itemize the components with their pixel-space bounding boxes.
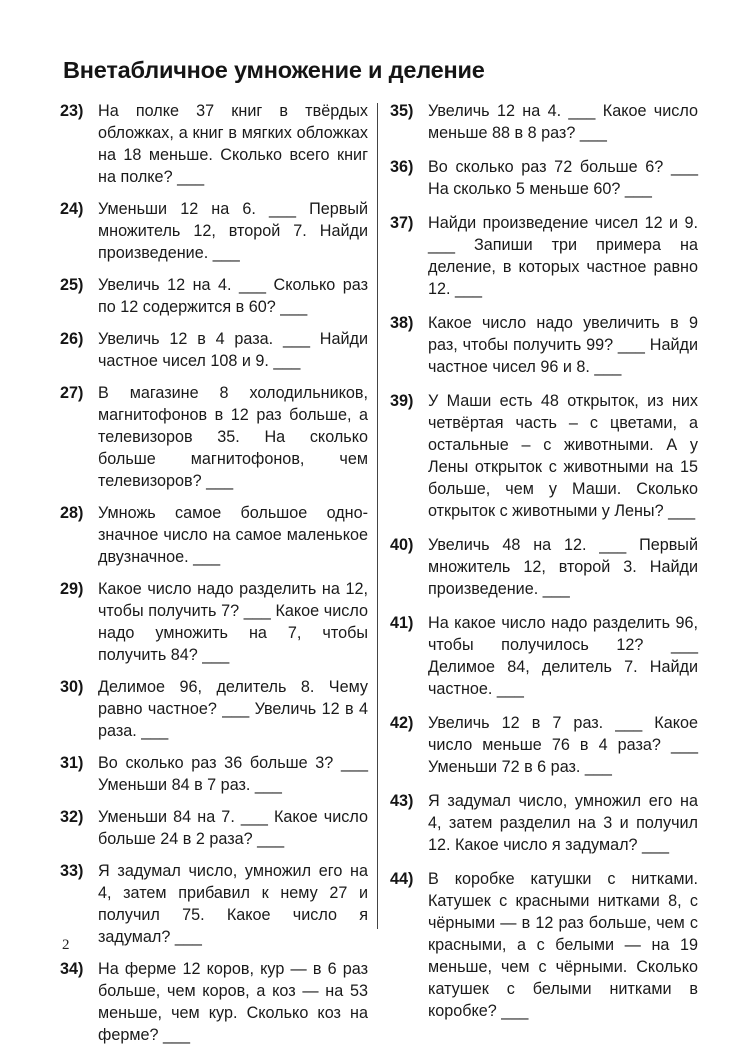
problem-44 [390, 868, 698, 1022]
left-column [60, 100, 368, 1056]
problem-text: Делимое 96, делитель 8. Чему равно частное? ___ Увеличь 12 в 4 раза. ___ [98, 678, 368, 740]
problem-33 [60, 860, 368, 948]
problem-number: 42) [390, 714, 414, 732]
problem-text: Во сколько раз 36 больше 3? ___ Уменьши 84 в 7 раз. ___ [98, 754, 368, 794]
problem-29 [60, 578, 368, 666]
problem-41 [390, 612, 698, 700]
problem-text: Увеличь 12 в 7 раз. ___ Какое число меньше 76 в 4 раза? ___ Уменьши 72 в 6 раз. ___ [428, 714, 698, 776]
problem-number: 40) [390, 536, 414, 554]
problem-number: 32) [60, 808, 84, 826]
problem-text: Увеличь 12 на 4. ___ Какое число меньше 88 в 8 раз? ___ [428, 102, 698, 142]
problem-43 [390, 790, 698, 856]
problem-24 [60, 198, 368, 264]
problem-number: 35) [390, 102, 414, 120]
problem-text: Увеличь 12 в 4 раза. ___ Найди частное чисел 108 и 9. ___ [98, 330, 368, 370]
page-number: 2 [62, 937, 70, 953]
problem-38 [390, 312, 698, 378]
problem-text: Во сколько раз 72 больше 6? ___ На сколько 5 меньше 60? ___ [428, 158, 698, 198]
problem-number: 44) [390, 870, 414, 888]
problem-text: В коробке катушки с нитками. Катушек с красными нитками 8, с чёрными — в 12 раз больше, чем с красными, а с белыми — на 19 меньше, чем с чёрными. Сколько катушек с белыми нитками в коробке? ___ [428, 870, 698, 1020]
problem-23 [60, 100, 368, 188]
problem-number: 39) [390, 392, 414, 410]
problem-number: 25) [60, 276, 84, 294]
problem-number: 30) [60, 678, 84, 696]
problem-32 [60, 806, 368, 850]
problem-42 [390, 712, 698, 778]
problem-text: На какое число надо разделить 96, чтобы получилось 12? ___ Делимое 84, делитель 7. Найди частное. ___ [428, 614, 698, 698]
problem-number: 26) [60, 330, 84, 348]
problem-text: Я задумал число, умножил его на 4, затем разделил на 3 и получил 12. Какое число я задумал? ___ [428, 792, 698, 854]
problem-number: 43) [390, 792, 414, 810]
problem-text: У Маши есть 48 открыток, из них четвёртая часть – с цветами, а остальные – с животными. А у Лены открыток с животными на 15 больше, чем у Маши. Сколько открыток с животными у Лены? ___ [428, 392, 698, 520]
problem-number: 23) [60, 102, 84, 120]
problem-text: Умножь самое большое однозначное число на самое маленькое двузначное. ___ [98, 504, 368, 566]
problem-number: 33) [60, 862, 84, 880]
problem-number: 38) [390, 314, 414, 332]
problem-35 [390, 100, 698, 144]
problem-number: 37) [390, 214, 414, 232]
problem-text: Найди произведение чисел 12 и 9. ___ Запиши три примера на деление, в которых частное равно 12. ___ [428, 214, 698, 298]
page-title: Внетабличное умножение и деление [63, 57, 485, 83]
problem-number: 34) [60, 960, 84, 978]
problem-26 [60, 328, 368, 372]
problem-25 [60, 274, 368, 318]
problem-number: 41) [390, 614, 414, 632]
problem-text: Увеличь 48 на 12. ___ Первый множитель 12, второй 3. Найди произведение. ___ [428, 536, 698, 598]
right-column [390, 100, 698, 1034]
problem-number: 27) [60, 384, 84, 402]
problem-number: 24) [60, 200, 84, 218]
problem-37 [390, 212, 698, 300]
problem-39 [390, 390, 698, 522]
problem-text: Увеличь 12 на 4. ___ Сколько раз по 12 содержится в 60? ___ [98, 276, 368, 316]
problem-text: Уменьши 12 на 6. ___ Первый множитель 12, второй 7. Найди произведение. ___ [98, 200, 368, 262]
problem-number: 31) [60, 754, 84, 772]
problem-31 [60, 752, 368, 796]
problem-text: Какое число надо разделить на 12, чтобы получить 7? ___ Какое число надо умножить на 7, чтобы получить 84? ___ [98, 580, 368, 664]
problem-text: Какое число надо увеличить в 9 раз, чтобы получить 99? ___ Найди частное чисел 96 и 8. ___ [428, 314, 698, 376]
problem-34 [60, 958, 368, 1046]
problem-30 [60, 676, 368, 742]
problem-28 [60, 502, 368, 568]
problem-number: 29) [60, 580, 84, 598]
problem-text: Уменьши 84 на 7. ___ Какое число больше 24 в 2 раза? ___ [98, 808, 368, 848]
problem-number: 36) [390, 158, 414, 176]
problem-40 [390, 534, 698, 600]
problem-text: На полке 37 книг в твёрдых обложках, а книг в мягких обложках на 18 меньше. Сколько всего книг на полке? ___ [98, 102, 368, 186]
problem-text: Я задумал число, умножил его на 4, затем прибавил к нему 27 и получил 75. Какое число я задумал? ___ [98, 862, 368, 946]
problem-36 [390, 156, 698, 200]
problem-text: На ферме 12 коров, кур — в 6 раз больше, чем коров, а коз — на 53 меньше, чем кур. Сколько коз на ферме? ___ [98, 960, 368, 1044]
problem-27 [60, 382, 368, 492]
problem-number: 28) [60, 504, 84, 522]
problem-text: В магазине 8 холодильников, магнитофонов в 12 раз больше, а телевизоров 35. На сколько больше магнитофонов, чем телевизоров? ___ [98, 384, 368, 490]
column-divider [377, 103, 378, 929]
